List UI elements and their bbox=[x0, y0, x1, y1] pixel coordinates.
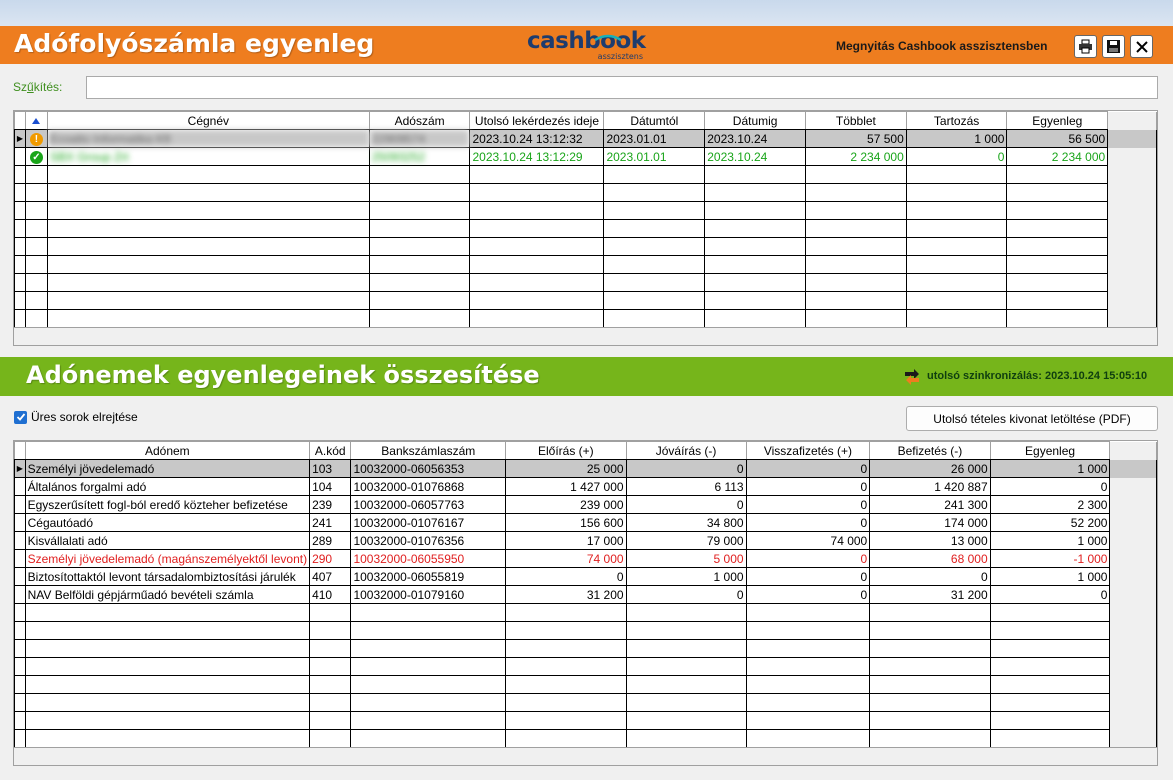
empty-row bbox=[15, 256, 1157, 274]
table-row[interactable] bbox=[15, 586, 1157, 604]
companies-table bbox=[14, 111, 1157, 328]
cell-name: Személyi jövedelemadó (magánszemélyektől levont) bbox=[25, 550, 309, 568]
empty-row bbox=[15, 676, 1157, 694]
logo-swoosh-icon bbox=[593, 34, 623, 42]
empty-row bbox=[15, 730, 1157, 748]
cell-refund: 0 bbox=[746, 496, 870, 514]
col-header-tax-id[interactable]: Adószám bbox=[369, 112, 470, 130]
cell-payment: 0 bbox=[870, 568, 990, 586]
save-button[interactable] bbox=[1102, 35, 1125, 58]
table-row[interactable] bbox=[15, 514, 1157, 532]
cell-code: 410 bbox=[310, 586, 351, 604]
cell-payment: 174 000 bbox=[870, 514, 990, 532]
empty-row bbox=[15, 712, 1157, 730]
cell-charge: 1 427 000 bbox=[506, 478, 626, 496]
table-row[interactable] bbox=[15, 532, 1157, 550]
tax-types-grid bbox=[13, 440, 1158, 748]
cell-name: Személyi jövedelemadó bbox=[25, 460, 309, 478]
empty-row bbox=[15, 310, 1157, 328]
current-row-indicator-icon: ▶ bbox=[15, 460, 26, 478]
cell-balance: 1 000 bbox=[990, 532, 1110, 550]
cell-refund: 0 bbox=[746, 514, 870, 532]
cell-name: Biztosítottaktól levont társadalombiztosítási járulék bbox=[25, 568, 309, 586]
cell-balance: 1 000 bbox=[990, 460, 1110, 478]
cell-refund: 0 bbox=[746, 460, 870, 478]
empty-row bbox=[15, 202, 1157, 220]
cell-refund: 0 bbox=[746, 568, 870, 586]
open-in-cashbook-link[interactable]: Megnyitás Cashbook asszisztensben bbox=[836, 39, 1048, 53]
cell-code: 407 bbox=[310, 568, 351, 586]
page-title: Adófolyószámla egyenleg bbox=[14, 29, 375, 58]
warning-icon: ! bbox=[30, 133, 43, 146]
hide-empty-rows-toggle[interactable]: Üres sorok elrejtése bbox=[14, 410, 138, 424]
col-header-queried[interactable]: Utolsó lekérdezés ideje bbox=[470, 112, 604, 130]
cell-payment: 241 300 bbox=[870, 496, 990, 514]
filter-label: Szűkítés: bbox=[13, 80, 63, 94]
cell-payment: 31 200 bbox=[870, 586, 990, 604]
cell-name: Általános forgalmi adó bbox=[25, 478, 309, 496]
table-row[interactable] bbox=[15, 550, 1157, 568]
summary-banner bbox=[0, 357, 1173, 396]
table-row[interactable]: ▶ ! Ecoalto Informatika Kft 22909574 2023.10.24 13:12:32 2023.01.01 2023.10.24 57 500 1 000 56 500 bbox=[15, 130, 1157, 148]
companies-grid bbox=[13, 110, 1158, 328]
cell-refund: 0 bbox=[746, 586, 870, 604]
close-button[interactable] bbox=[1130, 35, 1153, 58]
cell-account: 10032000-06056353 bbox=[351, 460, 506, 478]
table-row[interactable] bbox=[15, 478, 1157, 496]
table-row[interactable] bbox=[15, 568, 1157, 586]
cell-credit: 79 000 bbox=[626, 532, 746, 550]
cell-credit: 1 000 bbox=[626, 568, 746, 586]
col-header-code[interactable]: A.kód bbox=[310, 442, 351, 460]
col-header-balance[interactable]: Egyenleg bbox=[1007, 112, 1108, 130]
cell-charge: 74 000 bbox=[506, 550, 626, 568]
cell-charge: 239 000 bbox=[506, 496, 626, 514]
cell-credit: 34 800 bbox=[626, 514, 746, 532]
table-row[interactable] bbox=[15, 496, 1157, 514]
cell-refund: 0 bbox=[746, 478, 870, 496]
cell-account: 10032000-01076868 bbox=[351, 478, 506, 496]
sort-column-header[interactable] bbox=[25, 112, 47, 130]
cell-charge: 17 000 bbox=[506, 532, 626, 550]
cell-code: 290 bbox=[310, 550, 351, 568]
empty-row bbox=[15, 622, 1157, 640]
close-icon bbox=[1135, 40, 1149, 54]
cell-account: 10032000-01079160 bbox=[351, 586, 506, 604]
table-row[interactable] bbox=[15, 460, 1157, 478]
cell-name: Kisvállalati adó bbox=[25, 532, 309, 550]
col-header-account[interactable]: Bankszámlaszám bbox=[351, 442, 506, 460]
row-header-cell bbox=[15, 112, 26, 130]
col-header-surplus[interactable]: Többlet bbox=[806, 112, 907, 130]
col-header-refund[interactable]: Visszafizetés (+) bbox=[746, 442, 870, 460]
cell-charge: 25 000 bbox=[506, 460, 626, 478]
cell-account: 10032000-06055819 bbox=[351, 568, 506, 586]
empty-row bbox=[15, 238, 1157, 256]
cell-refund: 74 000 bbox=[746, 532, 870, 550]
cell-payment: 68 000 bbox=[870, 550, 990, 568]
cell-balance: 52 200 bbox=[990, 514, 1110, 532]
cell-charge: 31 200 bbox=[506, 586, 626, 604]
cell-balance: 0 bbox=[990, 478, 1110, 496]
col-header-from[interactable]: Dátumtól bbox=[604, 112, 705, 130]
cell-balance: 2 300 bbox=[990, 496, 1110, 514]
cashbook-logo: cashbook asszisztens bbox=[527, 28, 646, 61]
table-row[interactable]: ✓ SBX Group Zrt 25093252 2023.10.24 13:12:29 2023.01.01 2023.10.24 2 234 000 0 2 234 000 bbox=[15, 148, 1157, 166]
empty-row bbox=[15, 658, 1157, 676]
cell-balance: -1 000 bbox=[990, 550, 1110, 568]
col-header-payment[interactable]: Befizetés (-) bbox=[870, 442, 990, 460]
cell-charge: 0 bbox=[506, 568, 626, 586]
cell-code: 289 bbox=[310, 532, 351, 550]
printer-icon bbox=[1078, 39, 1093, 54]
sync-status: utolsó szinkronizálás: 2023.10.24 15:05:10 bbox=[903, 367, 1147, 385]
cell-account: 10032000-06055950 bbox=[351, 550, 506, 568]
cell-name: Cégautóadó bbox=[25, 514, 309, 532]
col-header-debt[interactable]: Tartozás bbox=[906, 112, 1007, 130]
col-header-company[interactable]: Cégnév bbox=[47, 112, 369, 130]
summary-title: Adónemek egyenlegeinek összesítése bbox=[26, 361, 540, 389]
empty-row bbox=[15, 184, 1157, 202]
cell-credit: 5 000 bbox=[626, 550, 746, 568]
download-pdf-button[interactable]: Utolsó tételes kivonat letöltése (PDF) bbox=[906, 406, 1158, 431]
col-header-charge[interactable]: Előírás (+) bbox=[506, 442, 626, 460]
print-button[interactable] bbox=[1074, 35, 1097, 58]
cell-charge: 156 600 bbox=[506, 514, 626, 532]
cell-account: 10032000-06057763 bbox=[351, 496, 506, 514]
empty-row bbox=[15, 604, 1157, 622]
horizontal-scrollbar-bottom[interactable] bbox=[13, 748, 1158, 766]
cell-payment: 1 420 887 bbox=[870, 478, 990, 496]
col-header-to[interactable]: Dátumig bbox=[705, 112, 806, 130]
empty-row bbox=[15, 274, 1157, 292]
sync-icon bbox=[903, 367, 921, 385]
cell-code: 241 bbox=[310, 514, 351, 532]
empty-row bbox=[15, 220, 1157, 238]
empty-row bbox=[15, 694, 1157, 712]
cell-payment: 26 000 bbox=[870, 460, 990, 478]
col-header-tax-type[interactable]: Adónem bbox=[25, 442, 309, 460]
check-icon: ✓ bbox=[30, 151, 43, 164]
empty-row bbox=[15, 166, 1157, 184]
cell-balance: 1 000 bbox=[990, 568, 1110, 586]
col-header-credit[interactable]: Jóváírás (-) bbox=[626, 442, 746, 460]
cell-credit: 0 bbox=[626, 496, 746, 514]
cell-code: 104 bbox=[310, 478, 351, 496]
floppy-icon bbox=[1106, 39, 1121, 54]
horizontal-scrollbar[interactable] bbox=[13, 328, 1158, 346]
cell-name: Egyszerűsített fogl-ból eredő közteher befizetése bbox=[25, 496, 309, 514]
cell-code: 239 bbox=[310, 496, 351, 514]
checkbox-checked-icon[interactable] bbox=[14, 411, 27, 424]
cell-payment: 13 000 bbox=[870, 532, 990, 550]
cell-account: 10032000-01076356 bbox=[351, 532, 506, 550]
sort-up-icon bbox=[31, 117, 41, 125]
cell-credit: 0 bbox=[626, 460, 746, 478]
empty-row bbox=[15, 640, 1157, 658]
empty-row bbox=[15, 292, 1157, 310]
cell-credit: 6 113 bbox=[626, 478, 746, 496]
cell-code: 103 bbox=[310, 460, 351, 478]
current-row-indicator-icon: ▶ bbox=[15, 130, 26, 148]
tax-types-table bbox=[14, 441, 1157, 748]
cell-refund: 0 bbox=[746, 550, 870, 568]
cell-account: 10032000-01076167 bbox=[351, 514, 506, 532]
cell-balance: 0 bbox=[990, 586, 1110, 604]
cell-credit: 0 bbox=[626, 586, 746, 604]
header-banner bbox=[0, 26, 1173, 64]
filter-input[interactable] bbox=[86, 76, 1158, 99]
window-titlebar bbox=[0, 0, 1173, 26]
cell-name: NAV Belföldi gépjárműadó bevételi számla bbox=[25, 586, 309, 604]
col-header-tax-balance[interactable]: Egyenleg bbox=[990, 442, 1110, 460]
